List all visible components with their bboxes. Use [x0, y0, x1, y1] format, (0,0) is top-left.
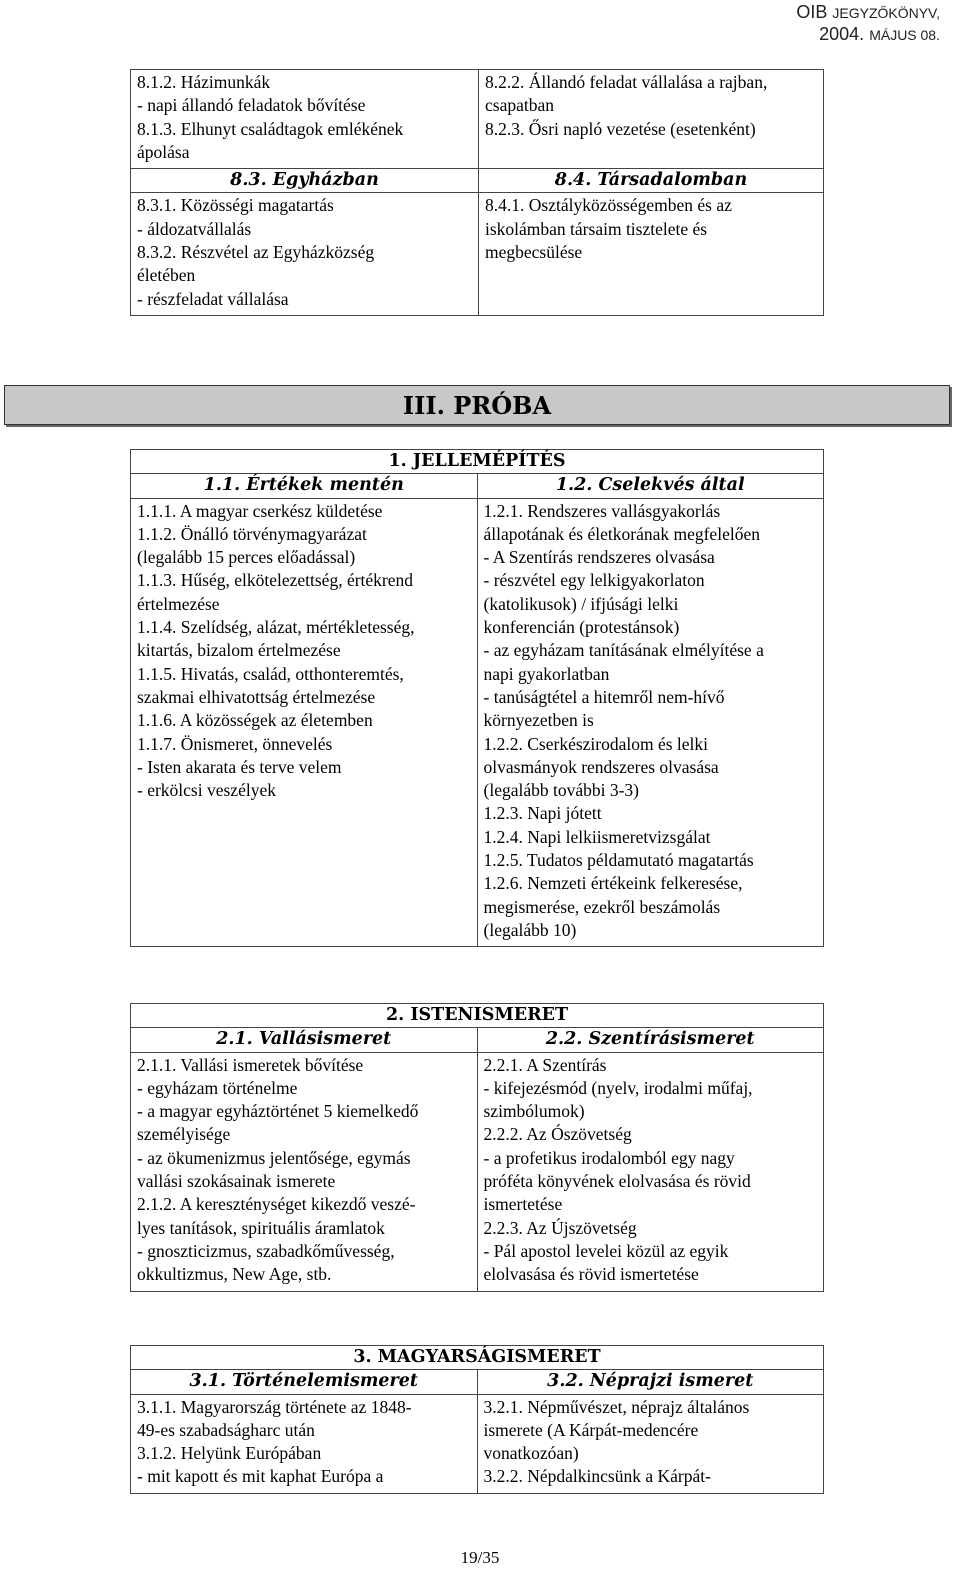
section-1-title: 1. JELLEMÉPÍTÉS: [131, 450, 824, 474]
text-line: állapotának és életkorának megfelelően: [483, 523, 760, 544]
cell-2-2: [477, 1052, 824, 1291]
text-line: személyisége: [137, 1124, 231, 1145]
text-line: 1.2.4. Napi lelkiismeretvizsgálat: [483, 826, 711, 847]
proba-banner: III. PRÓBA: [4, 385, 950, 425]
text-line: 8.2.3. Ősri napló vezetése (esetenként): [485, 118, 756, 139]
text-line: 3.2.1. Népművészet, néprajz általános: [483, 1396, 750, 1417]
section-3-title: 3. MAGYARSÁGISMERET: [131, 1346, 824, 1370]
text-line: - A Szentírás rendszeres olvasása: [483, 547, 715, 568]
text-line: megbecsülése: [485, 242, 583, 263]
text-line: csapatban: [485, 95, 554, 116]
text-line: - egyházam történelme: [137, 1077, 298, 1098]
text-line: 8.3.1. Közösségi magatartás: [137, 195, 334, 216]
text-line: - áldozatvállalás: [137, 218, 252, 239]
text-line: olvasmányok rendszeres olvasása: [483, 756, 719, 777]
text-line: vonatkozóan): [483, 1443, 579, 1464]
text-line: ismerete (A Kárpát-medencére: [483, 1419, 699, 1440]
subheading-1-2: 1.2. Cselekvés által: [477, 474, 824, 498]
text-line: (legalább 15 perces előadással): [137, 547, 356, 568]
subheading-2-2: 2.2. Szentírásismeret: [477, 1028, 824, 1052]
text-line: 1.1.6. A közösségek az életemben: [137, 710, 373, 731]
text-line: szimbólumok): [483, 1101, 585, 1122]
text-line: 2.1.1. Vallási ismeretek bővítése: [137, 1054, 364, 1075]
text-line: vallási szokásainak ismerete: [137, 1171, 336, 1192]
subheading-3-1: 3.1. Történelemismeret: [131, 1370, 478, 1394]
text-line: 2.2.1. A Szentírás: [483, 1054, 607, 1075]
text-line: szakmai elhivatottság értelmezése: [137, 686, 376, 707]
text-line: - részvétel egy lelkigyakorlaton: [483, 570, 705, 591]
text-line: 1.1.5. Hivatás, család, otthonteremtés,: [137, 663, 404, 684]
text-line: 1.2.2. Cserkészirodalom és lelki: [483, 733, 709, 754]
text-line: - a profetikus irodalomból egy nagy: [483, 1147, 735, 1168]
text-line: 1.1.1. A magyar cserkész küldetése: [137, 500, 383, 521]
text-line: megismerése, ezekről beszámolás: [483, 896, 721, 917]
text-line: 3.2.2. Népdalkincsünk a Kárpát-: [483, 1466, 711, 1487]
subheading-3-2: 3.2. Néprajzi ismeret: [477, 1370, 824, 1394]
text-line: ápolása: [137, 141, 190, 162]
header-line-2: 2004. MÁJUS 08.: [819, 24, 940, 44]
text-line: 1.2.6. Nemzeti értékeink felkeresése,: [483, 873, 743, 894]
text-line: (katolikusok) / ifjúsági lelki: [483, 593, 679, 614]
text-line: próféta könyvének elolvasása és rövid: [483, 1171, 751, 1192]
text-line: - erkölcsi veszélyek: [137, 780, 276, 801]
text-line: lyes tanítások, spirituális áramlatok: [137, 1217, 385, 1238]
text-line: - kifejezésmód (nyelv, irodalmi műfaj,: [483, 1077, 753, 1098]
text-line: - részfeladat vállalása: [137, 288, 289, 309]
text-line: - mit kapott és mit kaphat Európa a: [137, 1466, 384, 1487]
text-line: - napi állandó feladatok bővítése: [137, 95, 366, 116]
document-header: [796, 2, 940, 46]
text-line: 3.1.1. Magyarország története az 1848-: [137, 1396, 412, 1417]
text-line: 49-es szabadságharc után: [137, 1419, 315, 1440]
text-line: 1.1.7. Önismeret, önnevelés: [137, 733, 333, 754]
text-line: 1.2.3. Napi jótett: [483, 803, 602, 824]
text-line: 8.1.3. Elhunyt családtagok emlékének: [137, 118, 404, 139]
cell-8-3: [131, 193, 479, 315]
text-line: ismertetése: [483, 1194, 563, 1215]
section-8-table: [130, 69, 824, 316]
text-line: 2.1.2. A kereszténységet kikezdő veszé-: [137, 1194, 416, 1215]
text-line: 2.2.3. Az Újszövetség: [483, 1217, 637, 1238]
text-line: elolvasása és rövid ismertetése: [483, 1264, 699, 1285]
cell-8-4: [479, 193, 824, 315]
text-line: - Isten akarata és terve velem: [137, 756, 342, 777]
cell-2-1: [131, 1052, 478, 1291]
text-line: 8.1.2. Házimunkák: [137, 72, 271, 92]
text-line: 1.2.1. Rendszeres vallásgyakorlás: [483, 500, 721, 521]
text-line: 1.1.2. Önálló törvénymagyarázat: [137, 523, 367, 544]
subheading-8-3: 8.3. Egyházban: [131, 169, 479, 193]
page-number: 19/35: [460, 1548, 500, 1567]
cell-8-2: [479, 70, 824, 169]
text-line: kitartás, bizalom értelmezése: [137, 640, 341, 661]
text-line: (legalább további 3-3): [483, 780, 640, 801]
text-line: - Pál apostol levelei közül az egyik: [483, 1240, 729, 1261]
text-line: 8.4.1. Osztályközösségemben és az: [485, 195, 732, 216]
section-2-table: [130, 1003, 824, 1292]
text-line: - tanúságtétel a hitemről nem-hívő: [483, 686, 725, 707]
text-line: 1.1.4. Szelídség, alázat, mértékletesség,: [137, 617, 415, 638]
cell-3-1: [131, 1394, 478, 1493]
text-line: 8.2.2. Állandó feladat vállalása a rajban,: [485, 72, 768, 92]
text-line: környezetben is: [483, 710, 594, 731]
text-line: életében: [137, 265, 196, 286]
text-line: - gnoszticizmus, szabadkőművesség,: [137, 1240, 395, 1261]
text-line: 8.3.2. Részvétel az Egyházközség: [137, 242, 375, 263]
section-3-table: [130, 1345, 824, 1494]
subheading-2-1: 2.1. Vallásismeret: [131, 1028, 478, 1052]
text-line: (legalább 10): [483, 919, 577, 940]
text-line: napi gyakorlatban: [483, 663, 610, 684]
text-line: 1.1.3. Hűség, elkötelezettség, értékrend: [137, 570, 414, 591]
text-line: konferencián (protestánsok): [483, 617, 680, 638]
cell-1-2: [477, 498, 824, 947]
cell-1-1: [131, 498, 478, 947]
text-line: 2.2.2. Az Ószövetség: [483, 1124, 632, 1145]
text-line: - az egyházam tanításának elmélyítése a: [483, 640, 764, 661]
text-line: - a magyar egyháztörténet 5 kiemelkedő: [137, 1101, 419, 1122]
subheading-8-4: 8.4. Társadalomban: [479, 169, 824, 193]
text-line: okkultizmus, New Age, stb.: [137, 1264, 332, 1285]
text-line: 3.1.2. Helyünk Európában: [137, 1443, 322, 1464]
section-2-title: 2. ISTENISMERET: [131, 1004, 824, 1028]
subheading-1-1: 1.1. Értékek mentén: [131, 474, 478, 498]
section-1-table: [130, 449, 824, 947]
text-line: - az ökumenizmus jelentősége, egymás: [137, 1147, 411, 1168]
text-line: 1.2.5. Tudatos példamutató magatartás: [483, 850, 754, 871]
text-line: iskolámban társaim tisztelete és: [485, 218, 708, 239]
header-line-1: OIB JEGYZŐKÖNYV,: [796, 2, 940, 22]
text-line: értelmezése: [137, 593, 220, 614]
cell-3-2: [477, 1394, 824, 1493]
cell-8-1: [131, 70, 479, 169]
